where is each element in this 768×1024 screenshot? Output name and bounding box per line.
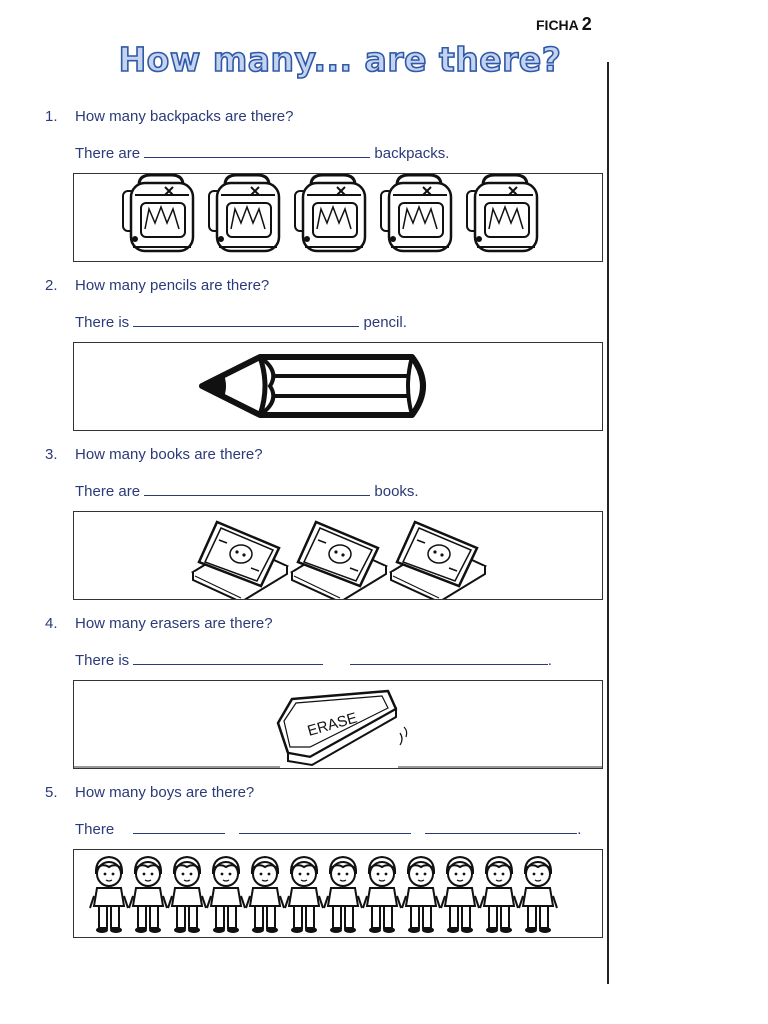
picture-box-books [73, 511, 603, 600]
question-text: How many backpacks are there? [75, 108, 294, 125]
question-5 [45, 784, 254, 801]
question-number: 4. [45, 615, 58, 632]
boy-icon [285, 857, 323, 933]
boy-icon [168, 857, 206, 933]
answer-end: backpacks. [374, 145, 450, 162]
boy-icon [246, 857, 284, 933]
answer-line-3 [75, 481, 419, 500]
ficha-number: 2 [581, 14, 592, 34]
answer-start: There is [75, 652, 130, 669]
picture-box-erasers [73, 680, 603, 769]
answer-line-5 [75, 819, 581, 838]
worksheet-label [536, 14, 592, 35]
answer-start: There are [75, 483, 141, 500]
boy-icon [519, 857, 557, 933]
picture-box-pencils [73, 342, 603, 431]
eraser-label: ERASE [305, 709, 360, 740]
ficha-label: FICHA [536, 17, 579, 33]
boy-icon [402, 857, 440, 933]
answer-blank[interactable] [425, 819, 577, 834]
boy-icon [324, 857, 362, 933]
question-3 [45, 446, 263, 463]
answer-end: pencil. [363, 314, 407, 331]
question-text: How many boys are there? [75, 784, 255, 801]
eraser-icon [278, 691, 407, 765]
picture-box-backpacks [73, 173, 603, 262]
question-1 [45, 108, 293, 125]
answer-start: There [75, 821, 115, 838]
boy-icon [129, 857, 167, 933]
question-number: 3. [45, 446, 58, 463]
answer-blank[interactable] [144, 481, 370, 496]
answer-start: There is [75, 314, 130, 331]
answer-blank[interactable] [133, 650, 323, 665]
question-number: 2. [45, 277, 58, 294]
question-text: How many pencils are there? [75, 277, 270, 294]
boy-icon [480, 857, 518, 933]
answer-line-1 [75, 143, 449, 162]
picture-box-boys [73, 849, 603, 938]
answer-start: There are [75, 145, 141, 162]
pencil-icon [74, 343, 602, 430]
book-icon [193, 522, 287, 599]
answer-line-4 [75, 650, 552, 669]
answer-blank[interactable] [133, 819, 225, 834]
question-text: How many books are there? [75, 446, 263, 463]
backpack-icon [467, 175, 537, 251]
boy-icon [441, 857, 479, 933]
question-number: 5. [45, 784, 58, 801]
boy-icon [90, 857, 128, 933]
answer-end: . [577, 821, 582, 838]
backpack-icon [209, 175, 279, 251]
answer-blank[interactable] [239, 819, 411, 834]
question-4 [45, 615, 273, 632]
question-text: How many erasers are there? [75, 615, 273, 632]
answer-blank[interactable] [133, 312, 359, 327]
boy-icon [207, 857, 245, 933]
backpack-icon [381, 175, 451, 251]
book-icon [391, 522, 485, 599]
backpack-icon [295, 175, 365, 251]
answer-end: . [547, 652, 552, 669]
answer-blank[interactable] [144, 143, 370, 158]
boy-icon [363, 857, 401, 933]
page-title: How many... are there? [118, 40, 562, 79]
answer-end: books. [374, 483, 419, 500]
backpack-icon [123, 175, 193, 251]
question-2 [45, 277, 269, 294]
answer-line-2 [75, 312, 407, 331]
answer-blank[interactable] [350, 650, 548, 665]
page-margin-line [607, 62, 609, 984]
book-icon [292, 522, 386, 599]
question-number: 1. [45, 108, 58, 125]
